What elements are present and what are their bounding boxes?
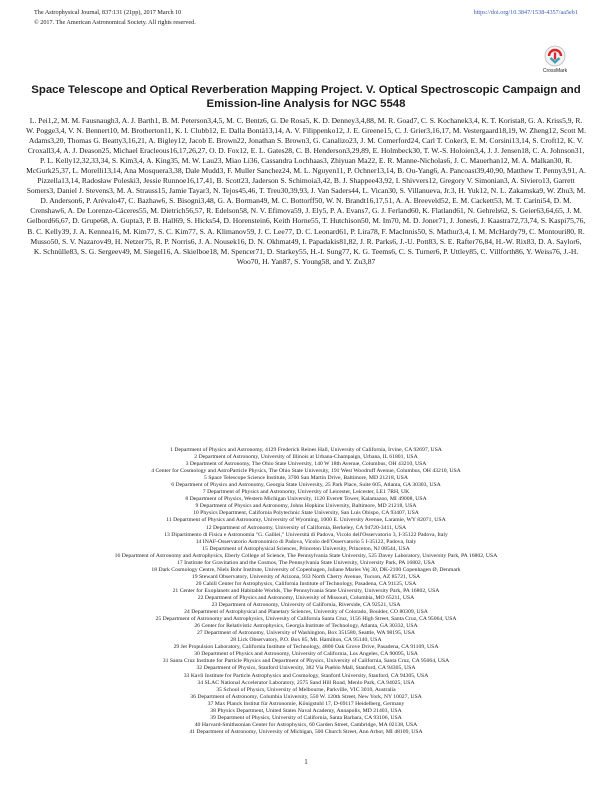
page-number: 1 — [304, 758, 308, 766]
affiliation: 41 Department of Astronomy, University of Michigan, 500 Church Street, Ann Arbor, MI 48109, USA — [189, 728, 423, 735]
affiliation: 22 Department of Physics and Astronomy, University of Missouri, Columbia, MO 65211, USA — [197, 594, 415, 601]
article-title: Space Telescope and Optical Reverberation Mapping Project. V. Optical Spectroscopic Campaign and Emission-line Analysis for NGC 5548 — [31, 84, 581, 110]
affiliation: 21 Center for Exoplanets and Habitable Worlds, The Pennsylvania State University, University Park, PA 16802, USA — [172, 587, 440, 594]
affiliation: 15 Department of Astrophysical Sciences, Princeton University, Princeton, NJ 08544, USA — [202, 545, 410, 552]
affiliation: 30 Department of Physics and Astronomy, University of California, Los Angeles, CA 90095, USA — [194, 651, 418, 658]
affiliation: 16 Department of Astronomy and Astrophysics, Eberly College of Science, The Pennsylvania State University, 525 Davey Laboratory, University Park, PA 16802, USA — [114, 552, 498, 559]
affiliation: 9 Department of Physics and Astronomy, Johns Hopkins University, Baltimore, MD 21218, USA — [195, 503, 417, 510]
affiliation: 12 Department of Astronomy, University of California, Berkeley, CA 94720-3411, USA — [205, 524, 407, 531]
affiliation: 32 Department of Physics, Stanford University, 382 Via Pueblo Mall, Stanford, CA 94305, USA — [196, 665, 416, 672]
affiliation: 2 Department of Astronomy, University of Illinois at Urbana-Champaign, Urbana, IL 61801, USA — [194, 454, 418, 461]
affiliation: 28 Lick Observatory, P.O. Box 85, Mt. Hamilton, CA 95140, USA — [230, 637, 382, 644]
affiliation: 25 Department of Astronomy and Astrophysics, University of California Santa Cruz, 1156 High Street, Santa Cruz, CA 95064, USA — [155, 616, 457, 623]
affiliation: 5 Space Telescope Science Institute, 3700 San Martin Drive, Baltimore, MD 21218, USA — [204, 475, 408, 482]
affiliation-list — [26, 447, 586, 736]
journal-citation: The Astrophysical Journal, 837:131 (21pp), 2017 March 10 — [34, 9, 182, 16]
affiliation: 4 Center for Cosmology and AstroParticle Physics, The Ohio State University, 191 West Woodruff Avenue, Columbus, OH 43210, USA — [151, 468, 461, 475]
affiliation: 24 Department of Astrophysical and Planetary Sciences, University of Colorado, Boulder, CO 80309, USA — [184, 609, 428, 616]
affiliation: 26 Center for Relativistic Astrophysics, Georgia Institute of Technology, Atlanta, GA 30332, USA — [194, 623, 418, 630]
affiliation: 40 Harvard-Smithsonian Center for Astrophysics, 60 Garden Street, Cambridge, MA 02138, USA — [194, 721, 418, 728]
affiliation: 35 School of Physics, University of Melbourne, Parkville, VIC 3010, Australia — [216, 686, 396, 693]
affiliation: 38 Physics Department, United States Naval Academy, Annapolis, MD 21403, USA — [210, 707, 402, 714]
affiliation: 10 Physics Department, California Polytechnic State University, San Luis Obispo, CA 93407, USA — [193, 510, 419, 517]
affiliation: 13 Dipartimento di Fisica e Astronomia "G. Galilei," Università di Padova, Vicolo dell'Osservatorio 3, I-35122 Padova, Italy — [164, 531, 448, 538]
copyright-notice: © 2017. The American Astronomical Society. All rights reserved. — [34, 19, 196, 26]
affiliation: 37 Max Planck Institut für Astronomie, Königstuhl 17, D-69117 Heidelberg, Germany — [207, 700, 405, 707]
affiliation: 7 Department of Physics and Astronomy, University of Leicester, Leicester, LE1 7RH, UK — [202, 489, 410, 496]
affiliation: 39 Department of Physics, University of California, Santa Barbara, CA 93106, USA — [210, 714, 402, 721]
affiliation: 33 Kavli Institute for Particle Astrophysics and Cosmology, Stanford University, Stanford, CA 94305, USA — [183, 672, 429, 679]
affiliation: 36 Department of Astronomy, Columbia University, 550 W. 120th Street, New York, NY 10027, USA — [190, 693, 422, 700]
affiliation: 14 INAF-Osservatorio Astronomico di Padova, Vicolo dell'Osservatorio 5 I-35122, Padova, Italy — [195, 538, 417, 545]
author-list: L. Pei1,2, M. M. Fausnaugh3, A. J. Barth1, B. M. Peterson3,4,5, M. C. Bentz6, G. De Rosa5, K. D. Denney3,4,88, M. R. Goad7, C. S. Kochanek3,4, K. T. Korista8, G. A. Kriss5,9, R. W. Pogge3,4, V. N. Bennert10, M. Brotherton11, K. I. Clubb12, E. Dalla Bontà13,14, A. V. Filippenko12, J. E. Greene15, C. J. Grier3,16,17, M. Vestergaard18,19, W. Zheng12, Scott M. Adams3,20, Thomas G. Beatty3,16,21, A. Bigley12, Jacob E. Brown22, Jonathan S. Brown3, G. Canalizo23, J. M. Comerford24, Carl T. Coker3, E. M. Corsini13,14, S. Croft12, K. V. Croxall3,4, A. J. Deason25, Michael Eracleous16,17,26,27, O. D. Fox12, E. L. Gates28, C. B. Henderson3,29,89, E. Holmbeck30, T. W.-S. Holoien3,4, J. J. Jensen18, C. A. Johnson31, P. L. Kelly12,32,33,34, S. Kim3,4, A. King35, M. W. Lau23, Miao Li36, Cassandra Lochhaas3, Zhiyuan Ma22, E. R. Manne-Nicholas6, J. C. Mauerhan12, M. A. Malkan30, R. McGurk25,37, L. Morelli13,14, Ana Mosquera3,38, Dale Mudd3, F. Muller Sanchez24, M. L. Nguyen11, P. Ochner13,14, B. Ou-Yang6, A. Pancoast39,40,90, Matthew T. Penny3,91, A. Pizzella13,14, Radosław Poleski3, Jessie Runnoe16,17,41, B. Scott23, Jaderson S. Schimoia3,42, B. J. Shappee43,92, I. Shivvers12, Gregory V. Simonian3, A. Siviero13, Garrett Somers3, Daniel J. Stevens3, M. A. Strauss15, Jamie Tayar3, N. Tejos45,46, T. Treu30,39,93, J. Van Saders44, L. Vican30, S. Villanueva, Jr.3, H. Yuk12, N. L. Zakamska9, W. Zhu3, M. D. Anderson6, P. Arévalo47, C. Bazhaw6, S. Bisogni3,48, G. A. Borman49, M. C. Bottorff50, W. N. Brandt16,17,51, A. A. Breeveld52, E. M. Cackett53, M. T. Carini54, D. M. Crenshaw6, A. De Lorenzo-Cáceres55, M. Dietrich56,57, R. Edelson58, N. V. Efimova59, J. Ely5, P. A. Evans7, G. J. Ferland60, K. Flatland61, N. Gehrels62, S. Geier63,64,65, J. M. Gelbord66,67, D. Grupe68, A. Gupta3, P. B. Hall69, S. Hicks54, D. Horenstein6, Keith Horne55, T. Hutchison50, M. Im70, M. D. Joner71, J. Jones6, J. Kaastra72,73,74, S. Kaspi75,76, B. C. Kelly39, J. A. Kennea16, M. Kim77, S. C. Kim77, S. A. Klimanov59, J. C. Lee77, D. C. Leonard61, P. Lira78, F. MacInnis50, S. Mathur3,4, I. M. McHardy79, C. Montouri80, R. Musso50, S. V. Nazarov49, H. Netzer75, R. P. Norris6, J. A. Nousek16, D. N. Okhmat49, I. Papadakis81,82, J. R. Parks6, J.-U. Pott83, S. E. Rafter76,84, H.-W. Rix83, D. A. Saylor6, K. Schnülle83, S. G. Sergeev49, M. Siegel16, A. Skielboe18, M. Spencer71, D. Starkey55, H.-I. Sung77, K. G. Teems6, C. S. Turner6, P. Uttley85, C. Villforth86, Y. Weiss76, J.-H. Woo70, H. Yan87, S. Young58, and Y. Zu3,87 — [26, 116, 586, 266]
affiliation: 19 Steward Observatory, University of Arizona, 933 North Cherry Avenue, Tucson, AZ 85721, USA — [191, 573, 421, 580]
crossmark-label: CrossMark — [542, 68, 568, 74]
affiliation: 6 Department of Physics and Astronomy, Georgia State University, 25 Park Place, Suite 605, Atlanta, GA 30303, USA — [171, 482, 441, 489]
affiliation: 18 Dark Cosmology Centre, Niels Bohr Institute, University of Copenhagen, Juliane Maries Vej 30, DK-2100 Copenhagen Ø, Denmark — [151, 566, 461, 573]
affiliation: 17 Institute for Gravitation and the Cosmos, The Pennsylvania State University, University Park, PA 16802, USA — [177, 559, 435, 566]
affiliation: 8 Department of Physics, Western Michigan University, 1120 Everett Tower, Kalamazoo, MI 49008, USA — [185, 496, 427, 503]
affiliation: 11 Department of Physics and Astronomy, University of Wyoming, 1000 E. University Avenue, Laramie, WY 82071, USA — [166, 517, 446, 524]
crossmark-badge[interactable] — [538, 45, 572, 74]
affiliation: 34 SLAC National Accelerator Laboratory, 2575 Sand Hill Road, Menlo Park, CA 94025, USA — [197, 679, 415, 686]
affiliation: 3 Department of Astronomy, The Ohio State University, 140 W 18th Avenue, Columbus, OH 43210, USA — [185, 461, 427, 468]
affiliation: 31 Santa Cruz Institute for Particle Physics and Department of Physics, University of California, Santa Cruz, CA 95064, USA — [162, 658, 450, 665]
crossmark-icon — [544, 45, 566, 67]
affiliation: 1 Department of Physics and Astronomy, 4129 Frederick Reines Hall, University of California, Irvine, CA 92697, USA — [170, 447, 442, 453]
affiliation: 20 Cahill Center for Astrophysics, California Institute of Technology, Pasadena, CA 91125, USA — [195, 580, 417, 587]
doi-link[interactable]: https://doi.org/10.3847/1538-4357/aa5eb1 — [473, 9, 578, 16]
affiliation: 23 Department of Astronomy, University of California, Riverside, CA 92521, USA — [211, 602, 401, 609]
affiliation: 29 Jet Propulsion Laboratory, California Institute of Technology, 4800 Oak Grove Drive, Pasadena, CA 91109, USA — [173, 644, 439, 651]
affiliation: 27 Department of Astronomy, University of Washington, Box 351580, Seattle, WA 98195, USA — [196, 630, 416, 637]
